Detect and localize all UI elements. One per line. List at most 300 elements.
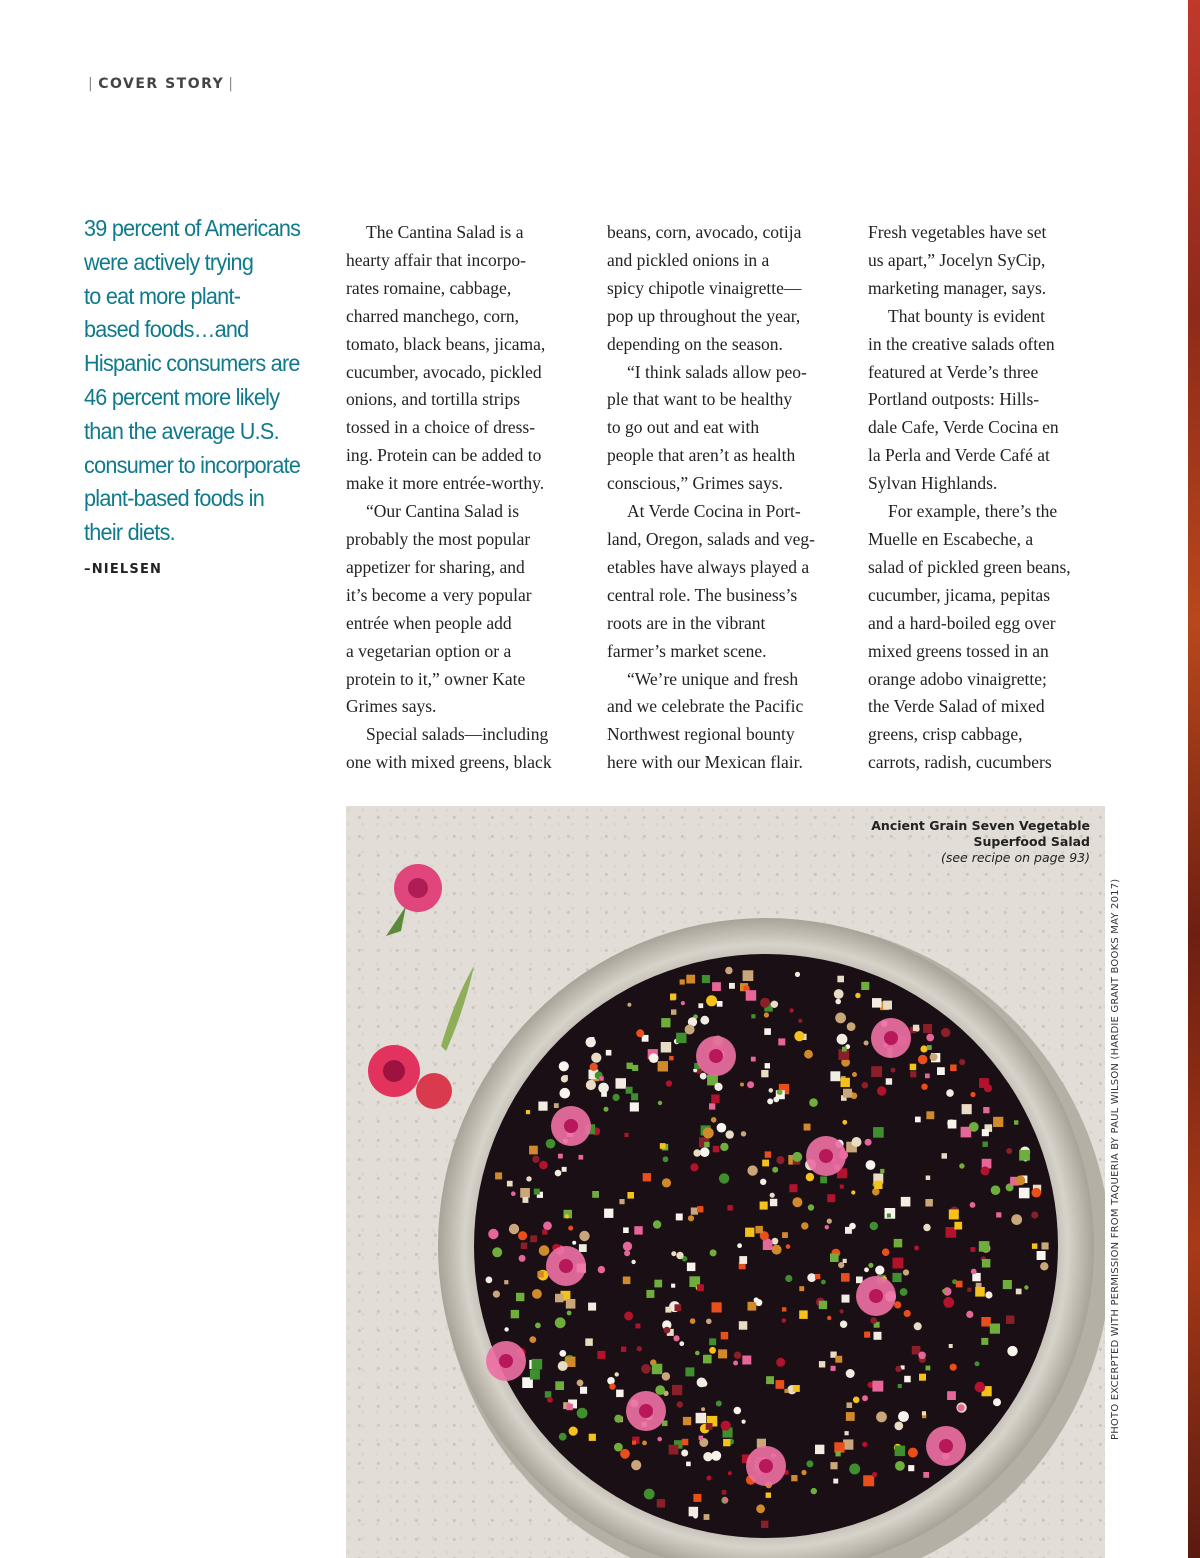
salad-bit [555,1317,566,1328]
salad-bit [631,1093,638,1100]
pull-quote-line: plant-based foods in [84,485,265,512]
body-line: That bounty is evident [888,305,1045,326]
salad-bit [710,1249,717,1256]
salad-bit [526,1176,531,1181]
salad-bit [630,1102,639,1111]
salad-bit [776,1380,785,1389]
salad-bit [903,1269,909,1275]
salad-bit [950,1364,957,1371]
body-paragraph [868,498,1108,777]
salad-bit [865,1139,872,1146]
salad-bit [697,1206,703,1212]
salad-bit [700,1147,710,1157]
salad-bit [993,1117,1003,1127]
salad-bit [664,1327,671,1334]
salad-bit [718,1349,727,1358]
salad-bit [680,979,685,984]
salad-bit [982,1259,991,1268]
body-line: spicy chipotle vinaigrette— [607,277,802,298]
salad-bit [798,1019,802,1023]
salad-bit [624,1312,633,1321]
pull-quote-line: Hispanic consumers are [84,350,300,377]
salad-bit [734,1352,741,1359]
salad-bit [554,1103,559,1108]
salad-bit [623,1242,632,1251]
salad-bit [920,1045,927,1052]
salad-bit [681,1001,685,1005]
pull-quote-line: were actively trying [84,248,254,275]
body-line: and we celebrate the Pacific [607,696,804,717]
salad-bit [529,1336,536,1343]
salad-bit [835,1356,842,1363]
salad-bit [523,1197,529,1203]
salad-bit [697,1284,704,1291]
salad-bit [530,1370,540,1380]
salad-bit [894,1301,901,1308]
salad-bit [566,1404,573,1411]
salad-bit [658,1061,668,1071]
salad-bit [782,1318,787,1323]
body-line: For example, there’s the [888,501,1058,522]
salad-bit [519,1255,526,1262]
salad-bit [811,1488,817,1494]
body-line: to go out and eat with [607,417,760,438]
salad-bit [700,1016,709,1025]
salad-bit [577,1380,584,1387]
salad-bit [598,1266,605,1273]
body-line: land, Oregon, salads and veg- [607,528,815,549]
salad-bit [981,1338,988,1345]
body-line: onions, and tortilla strips [346,389,521,410]
pull-quote [84,212,316,550]
salad-bit [492,1247,502,1257]
salad-bit [883,1001,892,1010]
salad-bit [627,1003,631,1007]
body-paragraph [607,498,847,665]
salad-bit [559,1061,569,1071]
salad-bit [511,1191,516,1196]
salad-bit [538,1102,547,1111]
salad-bit [843,1259,847,1263]
salad-bit [627,1063,633,1069]
salad-bit [983,1142,988,1147]
body-paragraph [346,498,586,721]
salad-bit [682,1439,689,1446]
salad-bit [993,1398,1001,1406]
salad-bit [1040,1262,1048,1270]
salad-bit [762,1160,769,1167]
body-line: “We’re unique and fresh [627,668,799,689]
salad-bit [661,1018,670,1027]
salad-bit [589,1434,596,1441]
salad-bit [739,1256,747,1264]
body-line: Fresh vegetables have set [868,222,1047,242]
body-column-2 [607,219,847,777]
salad-bit [840,1185,844,1189]
salad-bit [641,1364,651,1374]
salad-bit [843,1439,853,1449]
body-line: salad of pickled green beans, [868,556,1071,577]
salad-bit [565,1214,569,1218]
salad-bit [872,998,882,1008]
salad-bit [532,1359,543,1370]
caption-title-line-2: Superfood Salad [973,834,1090,849]
salad-bit [880,1169,884,1173]
salad-bit [642,1441,647,1446]
salad-bit [862,1082,869,1089]
salad-bit [970,1202,976,1208]
body-line: roots are in the vibrant [607,612,766,633]
salad-bit [493,1291,500,1298]
salad-bit [704,1142,709,1147]
salad-bit [830,1253,839,1262]
salad-bit [504,1280,508,1284]
salad-bit [620,1449,630,1459]
salad-bit [1031,1211,1038,1218]
salad-bit [838,1262,844,1268]
salad-bit [785,1275,792,1282]
salad-bit [644,1489,655,1500]
body-line: la Perla and Verde Café at [868,445,1050,466]
salad-bit [918,1055,928,1065]
salad-bit [947,1391,956,1400]
salad-bit [599,1076,603,1080]
body-line: “I think salads allow peo- [627,361,807,382]
salad-bit [765,1151,771,1157]
salad-bit [560,1088,571,1099]
body-line: appetizer for sharing, and [346,556,525,577]
salad-bit [926,1176,931,1181]
salad-bit [914,1322,922,1330]
salad-bit [539,1245,550,1256]
salad-bit [537,1271,543,1277]
salad-bit [627,1192,634,1199]
salad-bit [871,1066,882,1077]
salad-bit [562,1167,567,1172]
salad-bit [825,1225,829,1229]
salad-bit [742,1420,746,1424]
salad-bit [558,1361,568,1371]
salad-bit [777,1089,783,1095]
salad-bit [679,1341,684,1346]
salad-bit [967,1288,971,1292]
salad-bit [827,1316,831,1320]
salad-bit [702,975,710,983]
salad-bit [703,1128,714,1139]
salad-bit [751,1014,755,1018]
salad-bit [815,1274,820,1279]
body-line: Grimes says. [346,696,437,717]
salad-bit [518,1231,527,1240]
salad-bit [792,1197,802,1207]
salad-bit [962,1104,972,1114]
salad-bit [767,1098,773,1104]
salad-bit [835,999,841,1005]
salad-bit [590,1063,598,1071]
body-line: central role. The business’s [607,584,798,605]
salad-bit [969,1122,979,1132]
salad-bit [709,1338,716,1345]
salad-bit [840,1321,847,1328]
salad-bit [742,1356,751,1365]
salad-bit [614,1415,622,1423]
salad-bit [755,1226,763,1234]
salad-bit [661,1042,672,1053]
body-line: charred manchego, corn, [346,305,519,326]
salad-bit [841,1078,850,1087]
body-line: The Cantina Salad is a [366,222,524,242]
salad-bit [1006,1316,1014,1324]
salad-bit [585,1338,593,1346]
salad-bit [534,1189,540,1195]
body-line: mixed greens tossed in an [868,640,1049,661]
salad-bit [662,1178,671,1187]
salad-bit [895,1461,905,1471]
salad-bit [728,1471,732,1475]
salad-bit [786,1244,791,1249]
salad-bit [521,1243,528,1250]
salad-bit [772,1245,782,1255]
salad-bit [794,1031,804,1041]
salad-bit [870,1317,877,1324]
salad-bit [564,1075,568,1079]
salad-bit [982,1129,989,1136]
salad-bit [892,1273,901,1282]
salad-bit [763,1240,773,1250]
salad-bit [579,1155,584,1160]
salad-bit [676,1033,686,1043]
salad-bit [530,1235,537,1242]
body-line: Northwest regional bounty [607,724,795,745]
edible-flower-center [559,1259,573,1273]
salad-bit [847,1022,856,1031]
salad-bit [991,1185,1001,1195]
salad-bit [930,1053,938,1061]
body-line: Special salads—including [366,724,549,745]
salad-bit [1042,1242,1049,1249]
salad-bit [726,1130,734,1138]
salad-bit [542,1230,547,1235]
salad-bit [853,1397,860,1404]
salad-bowl-illustration [346,806,1105,1558]
edible-flower-center [639,1404,653,1418]
salad-bit [734,1407,742,1415]
body-line: tossed in a choice of dress- [346,417,536,438]
salad-bit [979,1241,990,1252]
salad-bit [971,1247,976,1252]
salad-bit [1019,1188,1030,1199]
salad-bit [740,1083,744,1087]
salad-bit [686,1462,691,1467]
salad-bit [830,1071,840,1081]
salad-bit [990,1324,1000,1334]
salad-bit [954,1222,962,1230]
salad-bit [636,1324,641,1329]
salad-bit [721,1332,729,1340]
salad-bit [1016,1289,1022,1295]
salad-bit [616,1078,627,1089]
salad-bit [652,1364,663,1375]
body-paragraph [607,359,847,499]
salad-bit [819,1361,825,1367]
body-line: greens, crisp cabbage, [868,724,1023,745]
salad-bit [613,1094,620,1101]
salad-bit [711,1095,719,1103]
salad-bit [919,1374,926,1381]
salad-bit [891,1068,896,1073]
salad-bit [957,1404,964,1411]
salad-bit [632,1441,636,1445]
edible-flower-center [759,1459,773,1473]
salad-bit [801,1470,806,1475]
salad-bit [946,1089,954,1097]
salad-bit [949,1209,959,1219]
salad-bit [535,1323,541,1329]
salad-bit [873,1127,884,1138]
salad-bit [509,1224,519,1234]
salad-bit [631,1460,641,1470]
salad-bit [852,1072,857,1077]
salad-bit [746,990,757,1001]
salad-bit [568,1226,573,1231]
salad-bit [926,1111,934,1119]
salad-bit [975,1361,980,1366]
salad-bit [801,1222,808,1229]
salad-bit [717,1123,727,1133]
salad-bit [607,1377,615,1385]
salad-bit [895,1446,906,1457]
salad-bit [579,1231,589,1241]
salad-bit [926,1034,934,1042]
salad-bit [725,967,732,974]
salad-bit [886,1078,892,1084]
salad-bit [760,1202,768,1210]
salad-bit [701,1407,705,1411]
salad-bit [615,1372,619,1376]
salad-bit [649,1053,659,1063]
salad-bit [927,1045,932,1050]
salad-bit [836,1451,841,1456]
salad-bit [693,1494,701,1502]
pull-quote-source: –NIELSEN [84,562,163,577]
body-paragraph [346,721,586,777]
body-line: rates romaine, cabbage, [346,277,512,298]
salad-bit [956,1281,963,1288]
salad-bit [657,1437,662,1442]
salad-bit [616,1390,624,1398]
salad-bit [675,1304,682,1311]
body-line: depending on the season. [607,333,783,354]
salad-bit [970,1092,975,1097]
salad-bit [743,970,754,981]
salad-bit [792,1152,802,1162]
salad-bit [511,1310,519,1318]
salad-bit [709,1103,715,1109]
body-line: in the creative salads often [868,333,1055,354]
salad-bit [559,1433,567,1441]
salad-bit [926,1366,931,1371]
salad-bit [861,982,869,990]
body-column-1 [346,219,586,777]
salad-bit [882,1248,890,1256]
pull-quote-line: than the average U.S. [84,417,279,444]
salad-bit [706,995,717,1006]
salad-bit [959,1163,964,1168]
salad-bit [572,1241,576,1245]
pull-quote-line: their diets. [84,519,175,546]
body-line: and a hard-boiled egg over [868,612,1056,633]
salad-bit [546,1139,556,1149]
salad-bit [807,1273,816,1282]
salad-bit [943,1297,954,1308]
salad-bit [898,1411,909,1422]
salad-photo [346,806,1105,1558]
salad-bit [711,1451,721,1461]
salad-bit [975,1287,985,1297]
salad-bit [646,1290,654,1298]
salad-bit [872,1472,877,1477]
salad-bit [625,1133,629,1137]
salad-bit [566,1299,576,1309]
salad-bit [845,1431,849,1435]
salad-bit [898,1384,902,1388]
body-line: tomato, black beans, jicama, [346,333,546,354]
salad-bit [504,1327,508,1331]
salad-bit [686,975,695,984]
salad-bit [863,1475,874,1486]
salad-bit [782,1307,786,1311]
salad-bit [913,1025,919,1031]
salad-bit [908,1448,918,1458]
salad-bit [789,1184,797,1192]
salad-bit [754,1297,759,1302]
salad-bit [804,1124,811,1131]
salad-bit [727,1205,733,1211]
salad-bit [706,1423,713,1430]
salad-bit [834,989,844,999]
salad-bit [631,1260,635,1264]
salad-bit [662,1372,670,1380]
salad-bit [847,1402,853,1408]
salad-bit [1016,1176,1026,1186]
salad-bit [841,1273,850,1282]
salad-bit [714,1083,722,1091]
body-line: cucumber, jicama, pepitas [868,584,1050,605]
salad-bit [739,1321,748,1330]
salad-bit [1014,1120,1018,1124]
salad-bit [745,1228,754,1237]
salad-bit [733,1361,738,1366]
salad-bit [904,1376,911,1383]
salad-bit [975,1382,986,1393]
salad-bit [849,1464,860,1475]
salad-bit [894,1239,903,1248]
salad-bit [764,1012,769,1017]
salad-bit [577,1408,588,1419]
salad-bit [887,1214,891,1218]
salad-bit [676,1214,683,1221]
salad-bit [981,1166,990,1175]
salad-bit [580,1387,587,1394]
salad-bit [981,1317,991,1327]
body-line: us apart,” Jocelyn SyCip, [868,249,1046,270]
salad-bit [772,1238,779,1245]
salad-bit [626,1087,633,1094]
salad-bit [526,1110,530,1114]
salad-bit [624,1250,630,1256]
salad-bit [846,1369,855,1378]
salad-bit [862,1395,868,1401]
